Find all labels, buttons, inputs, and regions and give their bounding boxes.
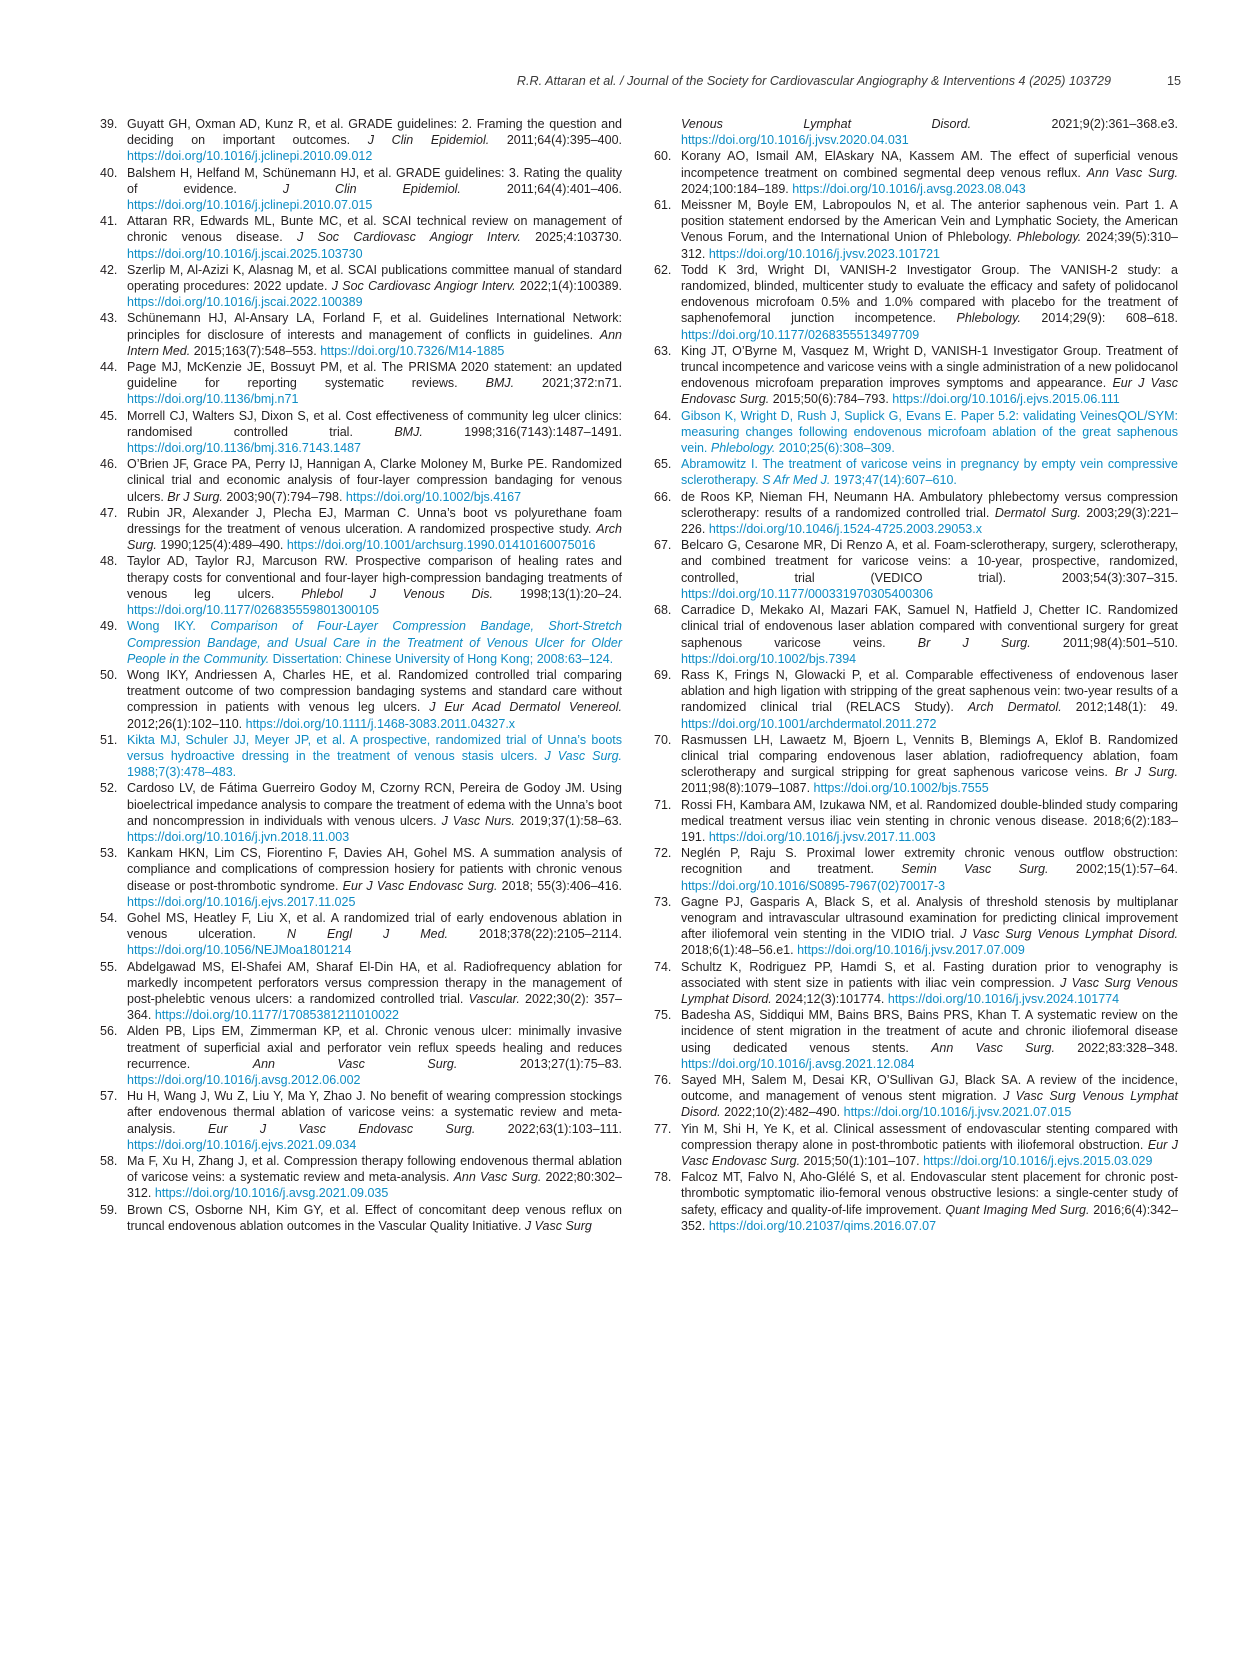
reference-body <box>681 846 1178 892</box>
reference-number: 52. <box>100 781 118 796</box>
reference-text: Ma F, Xu H, Zhang J, et al. Compression therapy following endovenous thermal ablation of varicose veins: a systematic review and meta-analysis. <box>127 1154 622 1185</box>
reference-body <box>681 1008 1178 1071</box>
reference-number: 70. <box>654 732 672 747</box>
reference-text: 1998;316(7143):1487–1491. <box>422 424 622 439</box>
reference-link-text[interactable]: https://doi.org/10.1002/bjs.4167 <box>345 489 522 504</box>
reference-number: 40. <box>100 165 118 180</box>
reference-item <box>100 910 622 959</box>
reference-item <box>654 343 1178 408</box>
journal-title: J Eur Acad Dermatol Venereol. <box>429 700 622 715</box>
reference-body <box>681 1170 1178 1233</box>
reference-item <box>654 732 1178 797</box>
reference-text: Meissner M, Boyle EM, Labropoulos N, et al. The anterior saphenous vein. Part 1. A position statement endorsed by the American Vein and Lymphatic Society, the American Venous Forum, and the International Union of Phlebology. <box>681 198 1178 245</box>
reference-text: 2019;37(1):58–63. <box>514 813 622 828</box>
reference-link-text[interactable]: https://doi.org/10.1016/j.jscai.2022.100389 <box>127 295 363 310</box>
reference-text: Szerlip M, Al-Azizi K, Alasnag M, et al. SCAI publications committee manual of standard operating procedures: 2022 update. <box>127 262 622 294</box>
reference-link-text[interactable]: https://doi.org/10.1016/j.ejvs.2015.03.029 <box>923 1154 1153 1168</box>
reference-item <box>654 602 1178 667</box>
reference-link-text: S Afr Med J. <box>762 473 831 488</box>
reference-item <box>100 553 622 618</box>
reference-item <box>654 1072 1178 1121</box>
journal-title: Eur J Vasc Endovasc Surg. <box>342 878 498 893</box>
reference-body <box>681 733 1178 796</box>
reference-link-text[interactable]: https://doi.org/10.1136/bmj.n71 <box>127 392 299 407</box>
reference-text: Falcoz MT, Falvo N, Aho-Glélé S, et al. Endovascular stent placement for chronic post-thrombotic symptomatic ilio-femoral venous obstructive lesions: a single-center study of safety, efficacy and quality-of-life improvement. <box>681 1170 1178 1217</box>
reference-number: 64. <box>654 408 672 423</box>
reference-number: 59. <box>100 1202 118 1217</box>
reference-text: 2012;26(1):102–110. <box>127 716 246 731</box>
reference-text: de Roos KP, Nieman FH, Neumann HA. Ambulatory phlebectomy versus compression sclerotherapy: results of a randomized controlled trial. <box>681 489 1178 520</box>
reference-number: 55. <box>100 959 118 974</box>
reference-text: Carradice D, Mekako AI, Mazari FAK, Samuel N, Hatfield J, Chetter IC. Randomized clinical trial of endovenous laser ablation compared with conventional surgery for great saphenous varicose veins. <box>681 603 1178 650</box>
reference-number: 74. <box>654 959 672 974</box>
reference-text: Guyatt GH, Oxman AD, Kunz R, et al. GRADE guidelines: 2. Framing the question and deciding on important outcomes. <box>127 117 622 148</box>
reference-body <box>681 603 1178 666</box>
reference-link-text: Phlebology. <box>710 441 776 456</box>
reference-item <box>654 489 1178 538</box>
reference-number: 41. <box>100 214 118 229</box>
reference-text: Belcaro G, Cesarone MR, Di Renzo A, et al. Foam-sclerotherapy, surgery, sclerotherapy, and combined treatment for varicose veins: a 10-year, prospective, randomized, controlled, trial (VEDICO trial). 2003;54(3):307–315. <box>681 538 1178 585</box>
reference-link-text[interactable]: https://doi.org/10.1016/j.jvsv.2017.07.009 <box>797 943 1025 958</box>
reference-text: Taylor AD, Taylor RJ, Marcuson RW. Prospective comparison of healing rates and therapy costs for conventional and four-layer high-compression bandaging treatments of venous leg ulcers. <box>127 554 622 601</box>
reference-text: Balshem H, Helfand M, Schünemann HJ, et al. GRADE guidelines: 3. Rating the quality of evidence. <box>127 165 622 196</box>
reference-link-text[interactable]: https://doi.org/10.1002/bjs.7555 <box>813 781 989 796</box>
journal-title: Semin Vasc Surg. <box>901 862 1049 877</box>
reference-link-text: 2010;25(6):308–309. <box>775 441 895 456</box>
reference-item <box>654 537 1178 602</box>
journal-title: J Soc Cardiovasc Angiogr Interv. <box>296 230 521 245</box>
reference-body <box>127 911 622 957</box>
reference-number: 54. <box>100 910 118 925</box>
reference-number: 73. <box>654 894 672 909</box>
reference-link-text[interactable]: https://doi.org/10.1016/j.avsg.2012.06.002 <box>127 1072 361 1087</box>
reference-text: 2002;15(1):57–64. <box>1048 862 1178 877</box>
journal-title: BMJ. <box>394 424 423 439</box>
reference-item <box>654 845 1178 894</box>
reference-item <box>654 667 1178 732</box>
reference-text: 2015;50(6):784–793. <box>769 392 893 407</box>
reference-item <box>654 148 1178 197</box>
reference-text: 2022;30(2): 357–364. <box>127 991 622 1023</box>
reference-body <box>127 668 622 731</box>
reference-number: 44. <box>100 360 118 375</box>
journal-title: Ann Vasc Surg. <box>252 1056 458 1071</box>
reference-number: 65. <box>654 457 672 472</box>
journal-title: Venous Lymphat Disord. <box>681 117 972 131</box>
reference-link-text[interactable]: https://doi.org/10.1016/j.jvsv.2017.11.003 <box>708 829 936 844</box>
reference-number: 78. <box>654 1170 672 1185</box>
reference-number: 69. <box>654 667 672 682</box>
reference-body <box>127 1154 622 1200</box>
reference-text: 2022;63(1):103–111. <box>475 1121 622 1136</box>
reference-number: 43. <box>100 311 118 326</box>
journal-title: Vascular. <box>468 991 520 1006</box>
reference-body <box>681 1122 1178 1168</box>
reference-text: 2024;39(5):310–312. <box>681 230 1178 261</box>
reference-link-text[interactable]: https://doi.org/10.21037/qims.2016.07.07 <box>708 1218 937 1233</box>
reference-item <box>100 213 622 262</box>
reference-item <box>100 667 622 732</box>
reference-text: 2015;50(1):101–107. <box>800 1154 924 1168</box>
reference-body <box>681 798 1178 844</box>
reference-link-text: Dissertation: Chinese University of Hong Kong; 2008:63–124. <box>269 651 614 666</box>
reference-body <box>681 344 1178 407</box>
reference-link-text[interactable]: https://doi.org/10.1016/j.ejvs.2015.06.111 <box>892 392 1120 407</box>
reference-body <box>127 733 622 779</box>
reference-item <box>100 959 622 1024</box>
reference-text: Rass K, Frings N, Glowacki P, et al. Comparable effectiveness of endovenous laser ablation and high ligation with stripping of the great saphenous vein: two-year results of a randomized clinical trial (RELACS Study). <box>681 667 1178 715</box>
reference-number: 60. <box>654 149 672 164</box>
reference-number: 77. <box>654 1121 672 1136</box>
reference-text: 2018; 55(3):406–416. <box>497 878 622 893</box>
reference-link-text[interactable]: https://doi.org/10.1016/j.avsg.2021.12.084 <box>681 1056 915 1071</box>
reference-item <box>654 197 1178 262</box>
reference-item <box>100 359 622 408</box>
reference-text: 2021;372:n71. <box>514 376 622 391</box>
reference-link-text[interactable]: https://doi.org/10.1001/archsurg.1990.01410160075016 <box>286 538 596 553</box>
reference-number: 61. <box>654 198 672 213</box>
reference-item <box>100 618 622 667</box>
journal-title: Eur J Vasc Endovasc Surg. <box>681 1137 1178 1168</box>
reference-text: 2022;83:328–348. <box>1054 1040 1178 1055</box>
reference-text: 2022;10(2):482–490. <box>720 1105 844 1120</box>
reference-item <box>654 262 1178 343</box>
reference-item <box>100 1023 622 1088</box>
reference-number: 63. <box>654 343 672 358</box>
reference-body <box>127 781 622 844</box>
reference-text: 2003;90(7):794–798. <box>222 489 346 504</box>
reference-number: 67. <box>654 538 672 553</box>
reference-link-text: J Vasc Surg. <box>544 748 622 763</box>
journal-title: Eur J Vasc Endovasc Surg. <box>681 376 1178 407</box>
reference-text: Rasmussen LH, Lawaetz M, Bjoern L, Vennits B, Blemings A, Eklof B. Randomized clinical trial comparing endovenous laser ablation, radiofrequency ablation, foam sclerotherapy and surgical stripping for great saphenous varicose veins. <box>681 732 1178 780</box>
reference-text: Schultz K, Rodriguez PP, Hamdi S, et al. Fasting duration prior to venography is associated with stent size in patients with iliac vein compression. <box>681 959 1178 990</box>
reference-item <box>100 780 622 845</box>
reference-link-text[interactable]: https://doi.org/10.1002/bjs.7394 <box>681 651 857 666</box>
journal-title: Ann Vasc Surg. <box>453 1170 542 1185</box>
reference-item <box>100 456 622 505</box>
reference-text: 2022;1(4):100389. <box>515 279 622 294</box>
reference-body <box>681 409 1178 455</box>
reference-link-text[interactable]: https://doi.org/10.1136/bmj.316.7143.1487 <box>127 441 361 456</box>
reference-text: 2011;98(4):501–510. <box>1030 635 1179 650</box>
reference-body <box>681 668 1178 731</box>
reference-body <box>127 506 622 552</box>
journal-title: Br J Surg. <box>1115 765 1178 780</box>
reference-text: 2003;29(3):221–226. <box>681 505 1178 537</box>
reference-item <box>100 310 622 359</box>
journal-title: Eur J Vasc Endovasc Surg. <box>208 1121 476 1136</box>
page-number: 15 <box>1166 74 1181 88</box>
reference-text: Korany AO, Ismail AM, ElAskary NA, Kassem AM. The effect of superficial venous incompetence treatment on combined segmental deep venous reflux. <box>681 149 1178 180</box>
reference-link-text[interactable]: https://doi.org/10.1016/j.ejvs.2021.09.034 <box>127 1137 357 1152</box>
reference-text: Abdelgawad MS, El-Shafei AM, Sharaf El-Din HA, et al. Radiofrequency ablation for markedly incompetent perforators versus compression therapy in the management of post-phelebtic venous ulcers: a randomized controlled trial. <box>127 959 622 1006</box>
reference-text: 2011;98(8):1079–1087. <box>681 781 814 796</box>
journal-title: J Soc Cardiovasc Angiogr Interv. <box>331 279 516 294</box>
reference-body <box>127 554 622 617</box>
reference-text: Todd K 3rd, Wright DI, VANISH-2 Investigator Group. The VANISH-2 study: a randomized, blinded, multicenter study to evaluate the efficacy and safety of polidocanol endovenous microfoam 0.5% and 1.0% compared with placebo for the treatment of saphenofemoral junction incompetence. <box>681 262 1178 326</box>
journal-title: Arch Dermatol. <box>967 700 1062 715</box>
reference-link-text[interactable]: https://doi.org/10.1111/j.1468-3083.2011.04327.x <box>245 716 516 731</box>
reference-number: 71. <box>654 797 672 812</box>
journal-title: Br J Surg. <box>917 635 1031 650</box>
reference-item <box>100 1088 622 1153</box>
reference-number: 49. <box>100 619 118 634</box>
reference-number: 50. <box>100 667 118 682</box>
reference-body <box>681 117 1178 147</box>
reference-text: O’Brien JF, Grace PA, Perry IJ, Hannigan A, Clarke Moloney M, Burke PE. Randomized clinical trial and economic analysis of four-layer compression bandaging for venous ulcers. <box>127 457 622 504</box>
journal-title: Dermatol Surg. <box>994 505 1081 520</box>
reference-link-text[interactable]: https://doi.org/10.1016/j.jvn.2018.11.003 <box>127 829 350 844</box>
reference-text: 2011;64(4):395–400. <box>489 133 622 148</box>
reference-text: Rubin JR, Alexander J, Plecha EJ, Marman C. Unna’s boot vs polyurethane foam dressings for the treatment of venous ulceration. A randomized prospective study. <box>127 505 622 537</box>
reference-body <box>127 1203 622 1233</box>
reference-body <box>681 490 1178 536</box>
reference-text: King JT, O’Byrne M, Vasquez M, Wright D, VANISH-1 Investigator Group. Treatment of truncal incompetence and varicose veins with a single administration of a new polidocanol endovenous microfoam preparation improves symptoms and appearance. <box>681 343 1178 391</box>
journal-title: Phlebology. <box>1016 230 1082 245</box>
reference-number: 57. <box>100 1089 118 1104</box>
reference-body <box>681 960 1178 1006</box>
reference-text: Gagne PJ, Gasparis A, Black S, et al. Analysis of threshold stenosis by multiplanar venogram and intravascular ultrasound examination for predicting clinical improvement after iliofemoral vein stenting in the VIDIO trial. <box>681 894 1178 942</box>
reference-item <box>100 1202 622 1234</box>
reference-number: 39. <box>100 117 118 131</box>
reference-link-text[interactable]: https://doi.org/10.1016/j.jvsv.2021.07.015 <box>843 1105 1072 1120</box>
reference-link-text[interactable]: https://doi.org/10.1016/S0895-7967(02)70017-3 <box>681 878 946 893</box>
reference-body <box>127 166 622 212</box>
journal-title: Phlebology. <box>956 311 1021 326</box>
reference-link-text[interactable]: https://doi.org/10.1016/j.jclinepi.2010.07.015 <box>127 198 373 213</box>
reference-text: 2015;163(7):548–553. <box>190 343 321 358</box>
reference-text: Schünemann HJ, Al-Ansary LA, Forland F, et al. Guidelines International Network: principles for disclosure of interests and management of conflicts in guidelines. <box>127 311 622 342</box>
reference-text: Yin M, Shi H, Ye K, et al. Clinical assessment of endovascular stenting compared with compression therapy alone in post-thrombotic patients with iliofemoral obstruction. <box>681 1121 1178 1152</box>
reference-item <box>654 797 1178 846</box>
reference-item <box>100 732 622 781</box>
reference-text: Rossi FH, Kambara AM, Izukawa NM, et al. Randomized double-blinded study comparing medical treatment versus iliac vein stenting in chronic venous disease. 2018;6(2):183–191. <box>681 797 1178 844</box>
reference-number: 46. <box>100 457 118 472</box>
reference-body <box>127 846 622 909</box>
reference-link-text: Wong IKY. <box>127 619 211 634</box>
reference-link-text: Gibson K, Wright D, Rush J, Suplick G, Evans E. Paper 5.2: validating VeinesQOL/SYM: measuring changes following endovenous microfoam ablation of the great saphenous vein. <box>681 408 1178 456</box>
journal-title: J Vasc Surg <box>524 1218 592 1233</box>
reference-link-text: Kikta MJ, Schuler JJ, Meyer JP, et al. A prospective, randomized trial of Unna’s boots versus hydroactive dressing in the treatment of venous stasis ulcers. <box>127 732 622 763</box>
reference-text: 2012;148(1): 49. <box>1061 700 1179 715</box>
reference-body <box>127 263 622 309</box>
reference-text: 2014;29(9): 608–618. <box>1020 311 1178 326</box>
reference-link-text[interactable]: https://doi.org/10.1177/0268355513497709 <box>681 327 920 342</box>
reference-body <box>681 1073 1178 1119</box>
reference-continuation <box>654 116 1178 148</box>
reference-text: 2024;100:184–189. <box>681 181 793 196</box>
reference-body <box>127 457 622 503</box>
reference-text: Page MJ, McKenzie JE, Bossuyt PM, et al. The PRISMA 2020 statement: an updated guideline for reporting systematic reviews. <box>127 360 622 391</box>
journal-title: J Clin Epidemiol. <box>282 181 461 196</box>
reference-body <box>681 895 1178 958</box>
journal-title: J Clin Epidemiol. <box>367 133 490 148</box>
journal-title: Quant Imaging Med Surg. <box>945 1202 1090 1217</box>
reference-link-text: 1973;47(14):607–610. <box>830 473 957 488</box>
reference-list-left-column <box>100 116 622 1234</box>
reference-item <box>100 1153 622 1202</box>
reference-number: 56. <box>100 1024 118 1039</box>
reference-link-text[interactable]: https://doi.org/10.1016/j.jvsv.2023.101721 <box>708 246 940 261</box>
journal-title: J Vasc Surg Venous Lymphat Disord. <box>681 1089 1178 1120</box>
journal-title: Br J Surg. <box>167 489 223 504</box>
reference-item <box>100 845 622 910</box>
reference-link-text[interactable]: https://doi.org/10.1016/j.jclinepi.2010.09.012 <box>127 149 373 164</box>
reference-link-text: 1988;7(3):478–483. <box>127 765 237 780</box>
reference-body <box>681 538 1178 601</box>
reference-link-text[interactable]: https://doi.org/10.1177/000331970305400306 <box>681 586 934 601</box>
reference-body <box>127 117 622 163</box>
reference-body <box>127 619 622 665</box>
reference-item <box>654 456 1178 488</box>
reference-link-text[interactable]: https://doi.org/10.1016/j.jvsv.2024.101774 <box>887 991 1120 1006</box>
reference-text: Cardoso LV, de Fátima Guerreiro Godoy M, Czorny RCN, Pereira de Godoy JM. Using bioelectrical impedance analysis to compare the treatment of edema with the Unna’s boot and noncompression in individuals with venous ulcers. <box>127 781 622 828</box>
reference-body <box>127 409 622 455</box>
reference-link-text[interactable]: https://doi.org/10.1016/j.avsg.2021.09.035 <box>154 1186 389 1201</box>
reference-link-text[interactable]: https://doi.org/10.1016/j.avsg.2023.08.043 <box>792 181 1026 196</box>
page-header <box>0 74 1241 94</box>
reference-number: 48. <box>100 554 118 569</box>
reference-text: 2013;27(1):75–83. <box>457 1056 623 1071</box>
reference-body <box>127 360 622 406</box>
reference-list-right-column <box>654 116 1178 1234</box>
journal-title: Phlebol J Venous Dis. <box>301 586 494 601</box>
reference-number: 53. <box>100 846 118 861</box>
reference-item <box>654 408 1178 457</box>
reference-item <box>100 505 622 554</box>
reference-number: 66. <box>654 489 672 504</box>
reference-link-text[interactable]: https://doi.org/10.7326/M14-1885 <box>320 343 505 358</box>
reference-body <box>681 198 1178 261</box>
reference-link-text[interactable]: https://doi.org/10.1016/j.ejvs.2017.11.025 <box>127 894 356 909</box>
reference-text: Morrell CJ, Walters SJ, Dixon S, et al. Cost effectiveness of community leg ulcer clinics: randomised controlled trial. <box>127 408 622 439</box>
reference-link-text: Comparison of Four-Layer Compression Bandage, Short-Stretch Compression Bandage, and Usual Care in the Treatment of Venous Ulcer for Older People in the Community. <box>127 619 622 666</box>
reference-link-text[interactable]: https://doi.org/10.1177/026835559801300105 <box>127 603 380 618</box>
reference-text: 1998;13(1):20–24. <box>493 586 622 601</box>
reference-text: Sayed MH, Salem M, Desai KR, O’Sullivan GJ, Black SA. A review of the incidence, outcome, and management of venous stent migration. <box>681 1072 1178 1104</box>
reference-text: 2021;9(2):361–368.e3. <box>971 117 1178 131</box>
reference-text: Kankam HKN, Lim CS, Fiorentino F, Davies AH, Gohel MS. A summation analysis of compliance and complications of compression hosiery for patients with chronic venous disease or post-thrombotic syndrome. <box>127 846 622 893</box>
journal-title: J Vasc Surg Venous Lymphat Disord. <box>960 927 1178 942</box>
reference-text: Neglén P, Raju S. Proximal lower extremity chronic venous outflow obstruction: recognition and treatment. <box>681 846 1178 877</box>
reference-link-text[interactable]: https://doi.org/10.1056/NEJMoa1801214 <box>127 943 352 958</box>
journal-title: Ann Intern Med. <box>127 327 622 358</box>
reference-item <box>654 959 1178 1008</box>
reference-body <box>127 214 622 260</box>
reference-link-text[interactable]: https://doi.org/10.1001/archdermatol.2011.272 <box>681 716 937 731</box>
journal-title: Ann Vasc Surg. <box>931 1040 1055 1055</box>
reference-text: 1990;125(4):489–490. <box>156 538 287 553</box>
running-head: R.R. Attaran et al. / Journal of the Society for Cardiovascular Angiography & Interventions 4 (2025) 103729 <box>516 74 1111 88</box>
journal-title: N Engl J Med. <box>286 927 449 942</box>
reference-item <box>654 1007 1178 1072</box>
reference-item <box>654 894 1178 959</box>
reference-number: 62. <box>654 262 672 277</box>
reference-text: 2024;12(3):101774. <box>771 991 888 1006</box>
reference-body <box>127 1089 622 1152</box>
journal-title: Ann Vasc Surg. <box>1086 165 1179 180</box>
reference-body <box>681 263 1178 342</box>
reference-body <box>127 1024 622 1087</box>
reference-link-text[interactable]: https://doi.org/10.1016/j.jscai.2025.103730 <box>127 246 363 261</box>
reference-text: Brown CS, Osborne NH, Kim GY, et al. Effect of concomitant deep venous reflux on truncal endovenous ablation outcomes in the Vascular Quality Initiative. <box>127 1202 622 1233</box>
reference-number: 47. <box>100 505 118 520</box>
reference-link-text: Abramowitz I. The treatment of varicose veins in pregnancy by empty vein compressive sclerotherapy. <box>681 457 1178 488</box>
reference-link-text[interactable]: https://doi.org/10.1016/j.jvsv.2020.04.031 <box>681 133 909 148</box>
reference-body <box>681 457 1178 487</box>
reference-item <box>100 408 622 457</box>
reference-number: 75. <box>654 1008 672 1023</box>
reference-text: 2018;378(22):2105–2114. <box>448 927 622 942</box>
reference-text: Hu H, Wang J, Wu Z, Liu Y, Ma Y, Zhao J. No benefit of wearing compression stockings after endovenous thermal ablation of varicose veins: a systematic review and meta-analysis. <box>127 1089 622 1136</box>
reference-text: 2022;80:302–312. <box>127 1170 622 1201</box>
reference-text: 2011;64(4):401–406. <box>460 181 623 196</box>
reference-text: 2018;6(1):48–56.e1. <box>681 943 798 958</box>
reference-text: Gohel MS, Heatley F, Liu X, et al. A randomized trial of early endovenous ablation in venous ulceration. <box>127 910 622 942</box>
reference-item <box>654 1121 1178 1170</box>
reference-text: Alden PB, Lips EM, Zimmerman KP, et al. Chronic venous ulcer: minimally invasive treatment of superficial axial and perforator vein reflux speeds healing and reduces recurrence. <box>127 1024 622 1071</box>
reference-text: 2025;4:103730. <box>520 230 622 245</box>
reference-item <box>654 1169 1178 1234</box>
reference-body <box>127 960 622 1023</box>
journal-title: J Vasc Nurs. <box>441 813 515 828</box>
reference-number: 58. <box>100 1154 118 1168</box>
reference-number: 72. <box>654 846 672 861</box>
reference-number: 76. <box>654 1072 672 1087</box>
reference-link-text[interactable]: https://doi.org/10.1046/j.1524-4725.2003.29053.x <box>708 522 982 537</box>
reference-number: 45. <box>100 408 118 423</box>
reference-text: Badesha AS, Siddiqui MM, Bains BRS, Bains PRS, Khan T. A systematic review on the incidence of stent migration in the treatment of acute and chronic iliofemoral disease using dedicated venous stents. <box>681 1008 1178 1055</box>
journal-title: Arch Surg. <box>127 522 622 553</box>
reference-number: 68. <box>654 603 672 618</box>
journal-title: J Vasc Surg Venous Lymphat Disord. <box>681 975 1178 1006</box>
reference-body <box>681 149 1178 195</box>
reference-number: 42. <box>100 262 118 277</box>
reference-link-text[interactable]: https://doi.org/10.1177/17085381211010022 <box>154 1008 400 1023</box>
reference-text: 2016;6(4):342–352. <box>681 1202 1178 1233</box>
reference-text: Wong IKY, Andriessen A, Charles HE, et al. Randomized controlled trial comparing treatment outcome of two compression bandaging systems and standard care without compression in patients with venous leg ulcers. <box>127 667 622 715</box>
reference-body <box>127 311 622 357</box>
reference-item <box>100 165 622 214</box>
reference-item <box>100 116 622 165</box>
reference-text: Attaran RR, Edwards ML, Bunte MC, et al. SCAI technical review on management of chronic venous disease. <box>127 214 622 245</box>
reference-number: 51. <box>100 732 118 747</box>
journal-title: BMJ. <box>485 376 515 391</box>
reference-item <box>100 262 622 311</box>
